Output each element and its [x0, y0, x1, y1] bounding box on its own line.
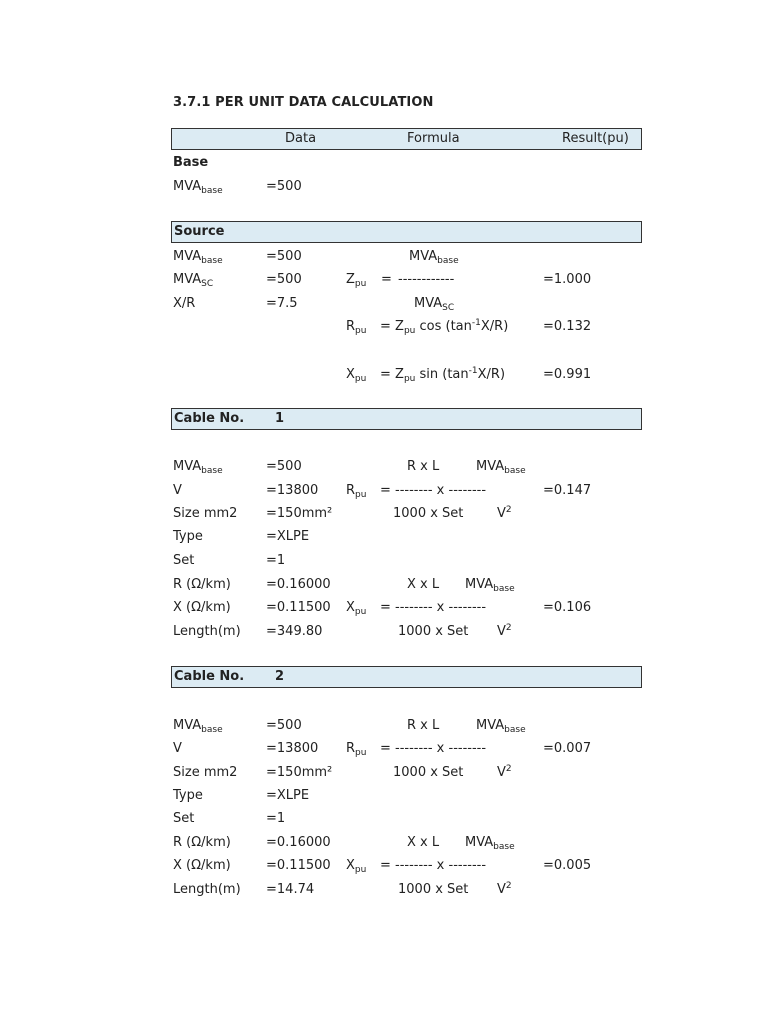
cable-1-x-fraction: = -------- x --------	[380, 600, 487, 615]
cable-1-rpu-symbol: $R_{pu}$	[346, 483, 367, 500]
table-header	[171, 128, 642, 150]
source-header	[171, 221, 642, 243]
cable-2-rpu-symbol: $R_{pu}$	[346, 741, 367, 758]
cable-2-set-label: Set	[173, 811, 195, 826]
source-xpu-formula: = $Z_{pu}$ $\sin (\tan^{-1}X/R)$	[380, 366, 506, 384]
header-result: Result(pu)	[562, 131, 629, 146]
cable-1-number: 1	[275, 411, 285, 426]
cable-2-x-value: =0.11500	[266, 858, 331, 873]
cable-1-heading: Cable No.	[174, 411, 245, 426]
cable-1-x-label: X (Ω/km)	[173, 600, 231, 615]
base-heading: Base	[173, 155, 209, 170]
cable-2-length-label: Length(m)	[173, 882, 241, 897]
cable-1-rpu-result: =0.147	[543, 483, 592, 498]
cable-2-header	[171, 666, 642, 688]
cable-1-x-value: =0.11500	[266, 600, 331, 615]
cable-1-r-numerator-mva: $MVA_{base}$	[476, 459, 526, 476]
cable-1-xpu-symbol: $X_{pu}$	[346, 600, 367, 617]
source-xpu-symbol: $X_{pu}$	[346, 367, 367, 384]
cable-1-v-value: =13800	[266, 483, 319, 498]
cable-2-mva-label: $MVA_{base}$	[173, 718, 223, 735]
cable-1-x-denominator-v: $V^2$	[497, 623, 512, 639]
cable-2-v-label: V	[173, 741, 182, 756]
cable-1-x-numerator-mva: $MVA_{base}$	[465, 577, 515, 594]
header-formula: Formula	[407, 131, 460, 146]
cable-1-r-denominator-v: $V^2$	[497, 505, 512, 521]
cable-1-x-denominator: 1000 x Set	[398, 624, 469, 639]
cable-1-length-value: =349.80	[266, 624, 323, 639]
source-rpu-result: =0.132	[543, 319, 592, 334]
cable-1-size-value: =150mm²	[266, 506, 333, 521]
header-data: Data	[285, 131, 317, 146]
source-xr-value: =7.5	[266, 296, 298, 311]
cable-1-r-value: =0.16000	[266, 577, 331, 592]
source-heading: Source	[174, 224, 225, 239]
cable-2-type-value: =XLPE	[266, 788, 310, 803]
source-xr-label: X/R	[173, 296, 196, 311]
zpu-result: =1.000	[543, 272, 592, 287]
base-mva-value: =500	[266, 179, 302, 194]
cable-1-r-denominator: 1000 x Set	[393, 506, 464, 521]
cable-2-set-value: =1	[266, 811, 286, 826]
cable-1-x-numerator: X x L	[407, 577, 440, 592]
cable-2-r-numerator: R x L	[407, 718, 440, 733]
zpu-equals: =	[381, 272, 392, 287]
cable-1-mva-value: =500	[266, 459, 302, 474]
cable-1-mva-label: $MVA_{base}$	[173, 459, 223, 476]
zpu-numerator: $MVA_{base}$	[409, 249, 459, 266]
cable-1-set-value: =1	[266, 553, 286, 568]
source-mva-base-label: $MVA_{base}$	[173, 249, 223, 266]
page-title: 3.7.1 PER UNIT DATA CALCULATION	[173, 95, 434, 110]
cable-2-r-label: R (Ω/km)	[173, 835, 231, 850]
cable-1-v-label: V	[173, 483, 182, 498]
cable-2-x-fraction: = -------- x --------	[380, 858, 487, 873]
zpu-denominator: $MVA_{SC}$	[414, 296, 455, 313]
cable-1-length-label: Length(m)	[173, 624, 241, 639]
cable-2-xpu-result: =0.005	[543, 858, 592, 873]
cable-2-r-value: =0.16000	[266, 835, 331, 850]
cable-2-size-label: Size mm2	[173, 765, 238, 780]
cable-1-set-label: Set	[173, 553, 195, 568]
cable-2-heading: Cable No.	[174, 669, 245, 684]
cable-2-x-label: X (Ω/km)	[173, 858, 231, 873]
cable-2-type-label: Type	[173, 788, 203, 803]
source-rpu-symbol: $R_{pu}$	[346, 319, 367, 336]
source-rpu-formula: = $Z_{pu}$ $\cos (\tan^{-1}X/R)$	[380, 318, 509, 336]
cable-2-r-denominator: 1000 x Set	[393, 765, 464, 780]
cable-2-x-numerator-mva: $MVA_{base}$	[465, 835, 515, 852]
cable-1-r-numerator: R x L	[407, 459, 440, 474]
cable-2-length-value: =14.74	[266, 882, 315, 897]
source-mva-sc-label: $MVA_{SC}$	[173, 272, 214, 289]
base-mva-label: $MVA_{base}$	[173, 179, 223, 196]
cable-2-x-numerator: X x L	[407, 835, 440, 850]
zpu-fraction-line: ------------	[398, 272, 455, 287]
cable-1-r-fraction: = -------- x --------	[380, 483, 487, 498]
cable-2-x-denominator: 1000 x Set	[398, 882, 469, 897]
cable-1-type-label: Type	[173, 529, 203, 544]
cable-1-type-value: =XLPE	[266, 529, 310, 544]
source-mva-base-value: =500	[266, 249, 302, 264]
cable-2-rpu-result: =0.007	[543, 741, 592, 756]
cable-1-header	[171, 408, 642, 430]
cable-2-r-numerator-mva: $MVA_{base}$	[476, 718, 526, 735]
cable-1-r-label: R (Ω/km)	[173, 577, 231, 592]
cable-2-x-denominator-v: $V^2$	[497, 881, 512, 897]
source-mva-sc-value: =500	[266, 272, 302, 287]
cable-2-size-value: =150mm²	[266, 765, 333, 780]
cable-2-r-denominator-v: $V^2$	[497, 764, 512, 780]
cable-2-number: 2	[275, 669, 285, 684]
cable-2-mva-value: =500	[266, 718, 302, 733]
cable-1-size-label: Size mm2	[173, 506, 238, 521]
cable-2-v-value: =13800	[266, 741, 319, 756]
cable-2-r-fraction: = -------- x --------	[380, 741, 487, 756]
cable-1-xpu-result: =0.106	[543, 600, 592, 615]
zpu-symbol: $Z_{pu}$	[346, 272, 367, 289]
source-xpu-result: =0.991	[543, 367, 592, 382]
cable-2-xpu-symbol: $X_{pu}$	[346, 858, 367, 875]
